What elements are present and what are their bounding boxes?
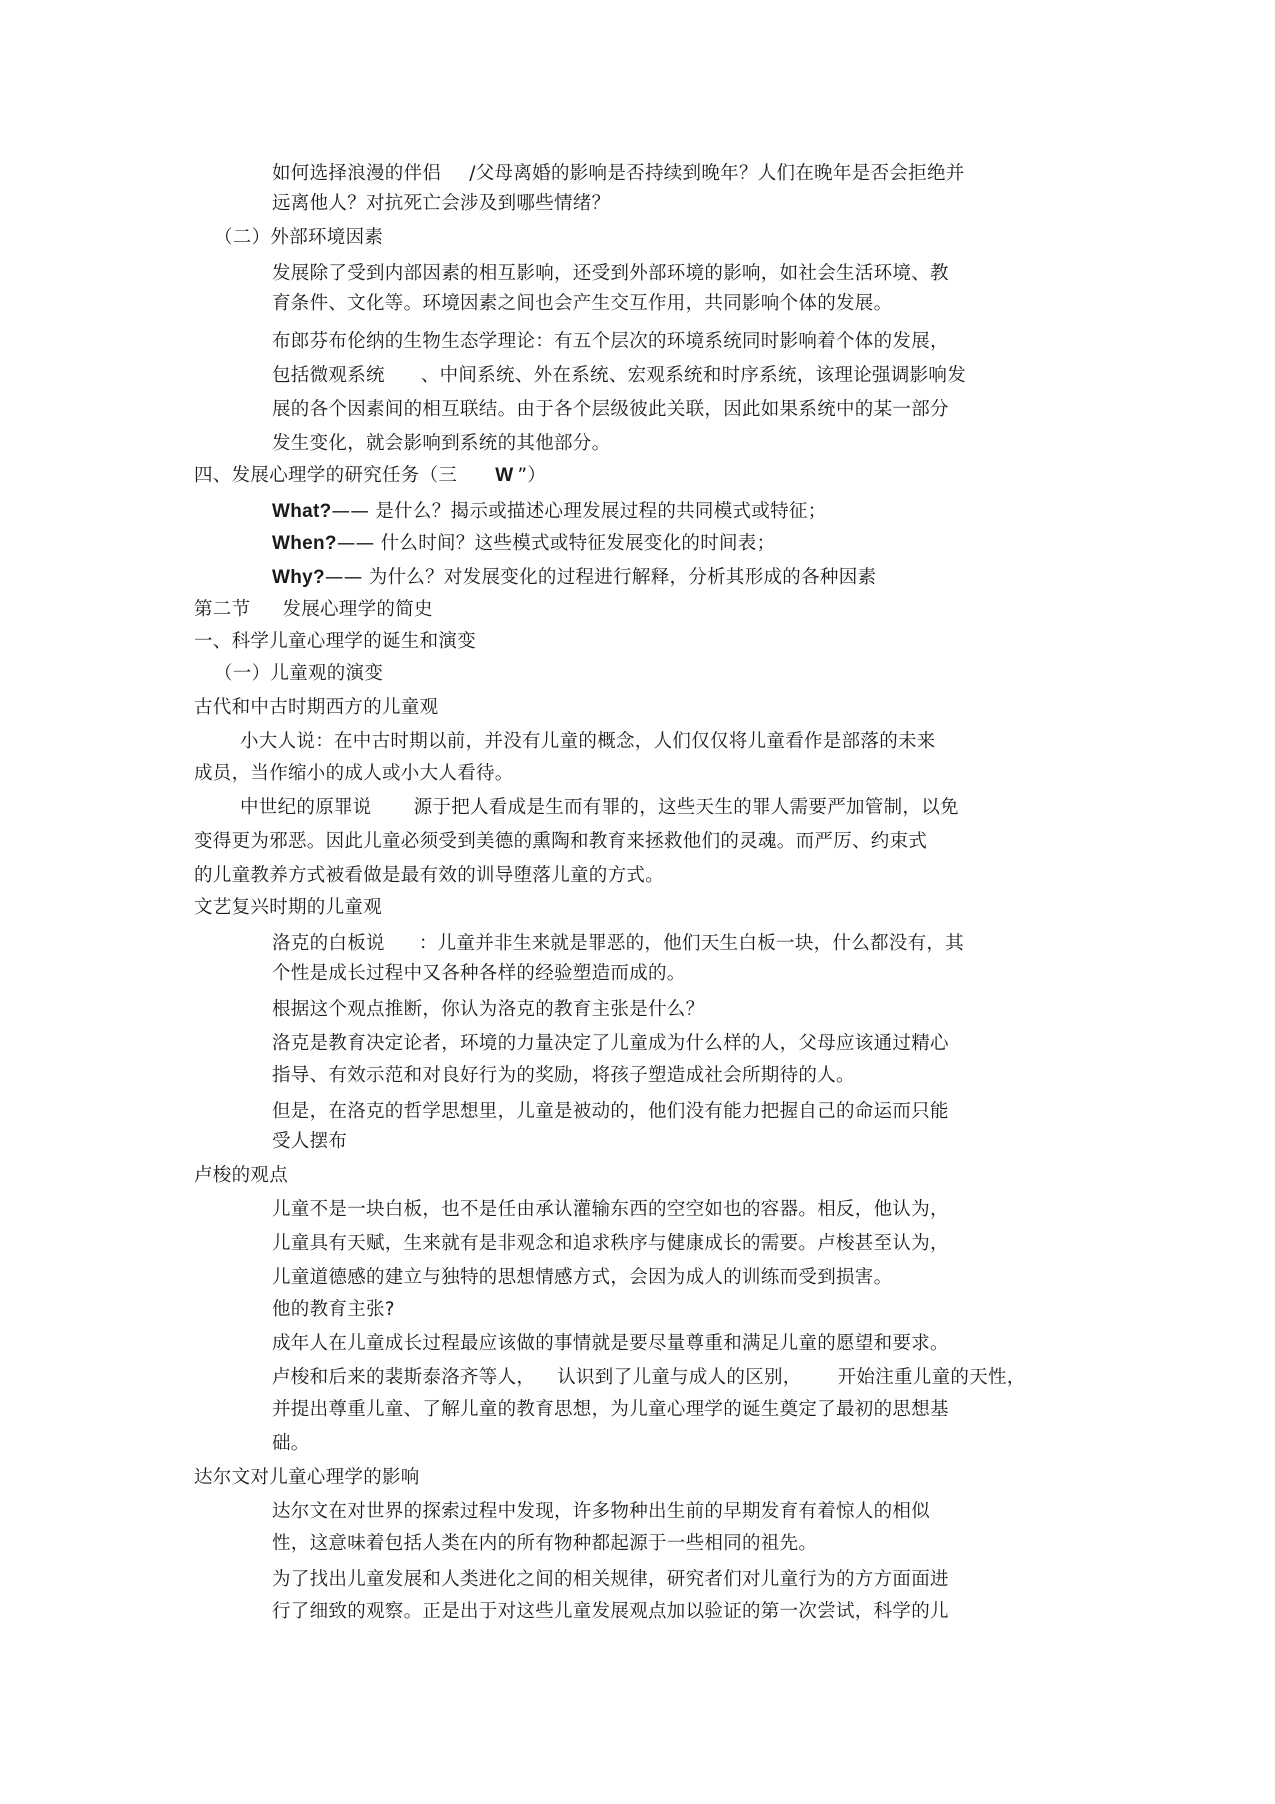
text-span: —— 是什么？揭示或描述心理发展过程的共同模式或特征； [331,501,827,522]
text-span: —— 为什么？对发展变化的过程进行解释，分析其形成的各种因素 [324,567,877,588]
text-span: 第二节 [194,599,251,620]
text-line: 成年人在儿童成长过程最应该做的事情就是要尽量尊重和满足儿童的愿望和要求。 [272,1333,949,1354]
keyword: When? [272,533,337,554]
text-line: 儿童具有天赋，生来就有是非观念和追求秩序与健康成长的需要。卢梭甚至认为， [272,1233,949,1254]
topic-heading: 卢梭的观点 [194,1165,289,1186]
keyword: What? [272,501,332,522]
text-line: 儿童不是一块白板，也不是任由承认灌输东西的空空如也的容器。相反，他认为， [272,1199,949,1220]
text-line [272,932,964,956]
text-line: 达尔文在对世界的探索过程中发现，许多物种出生前的早期发育有着惊人的相似 [272,1501,931,1522]
text-line: 个性是成长过程中又各种各样的经验塑造而成的。 [272,963,686,984]
text-line: 础。 [272,1433,310,1454]
text-span: 认识到了儿童与成人的区别， [557,1367,802,1388]
chapter-section-title [194,598,433,622]
text-line [240,796,959,820]
keyword: Why? [272,567,325,588]
question-line: 他的教育主张? [272,1299,395,1320]
when-line [272,532,775,556]
text-span: —— 什么时间？这些模式或特征发展变化的时间表； [336,533,776,554]
topic-heading: 文艺复兴时期的儿童观 [194,897,383,918]
text-span: ：儿童并非生来就是罪恶的，他们天生白板一块，什么都没有，其 [418,933,965,954]
subsection-heading: （一）儿童观的演变 [214,663,384,684]
text-span: 洛克的白板说 [272,933,385,954]
text-line: 小大人说：在中古时期以前，并没有儿童的概念，人们仅仅将儿童看作是部落的未来 [240,731,936,752]
text-span: / [469,163,476,184]
question-line: 根据这个观点推断，你认为洛克的教育主张是什么？ [272,999,705,1020]
text-span: W [495,465,514,486]
text-span: 四、发展心理学的研究任务（三 [194,465,458,486]
text-line: 并提出尊重儿童、了解儿童的教育思想，为儿童心理学的诞生奠定了最初的思想基 [272,1399,949,1420]
text-line: 展的各个因素间的相互联结。由于各个层级彼此关联，因此如果系统中的某一部分 [272,399,949,420]
topic-heading: 达尔文对儿童心理学的影响 [194,1467,420,1488]
text-line: 为了找出儿童发展和人类进化之间的相关规律，研究者们对儿童行为的方方面面进 [272,1569,949,1590]
text-line: 发生变化，就会影响到系统的其他部分。 [272,433,611,454]
text-span: 发展心理学的简史 [282,599,433,620]
text-span: 开始注重儿童的天性， [837,1367,1026,1388]
text-line: 育条件、文化等。环境因素之间也会产生交互作用，共同影响个体的发展。 [272,293,893,314]
text-line: 洛克是教育决定论者，环境的力量决定了儿童成为什么样的人，父母应该通过精心 [272,1033,949,1054]
text-line [272,162,965,186]
subsection-heading: （二）外部环境因素 [214,227,384,248]
text-line: 行了细致的观察。正是出于对这些儿童发展观点加以验证的第一次尝试，科学的儿 [272,1601,949,1622]
text-line: 受人摆布 [272,1131,348,1152]
text-line: 但是，在洛克的哲学思想里，儿童是被动的，他们没有能力把握自己的命运而只能 [272,1101,949,1122]
why-line [272,566,876,590]
text-span: 卢梭和后来的裴斯泰洛齐等人， [272,1367,536,1388]
text-line: 儿童道德感的建立与独特的思想情感方式，会因为成人的训练而受到损害。 [272,1267,893,1288]
what-line [272,500,827,524]
section-heading: 一、科学儿童心理学的诞生和演变 [194,631,477,652]
text-line: 远离他人？对抗死亡会涉及到哪些情绪？ [272,193,611,214]
text-line: 变得更为邪恶。因此儿童必须受到美德的熏陶和教育来拯救他们的灵魂。而严厉、约束式 [194,831,928,852]
text-line: 的儿童教养方式被看做是最有效的训导堕落儿童的方式。 [194,865,665,886]
text-line: 指导、有效示范和对良好行为的奖励，将孩子塑造成社会所期待的人。 [272,1065,855,1086]
text-span: 包括微观系统 [272,365,385,386]
text-span: ”） [517,465,547,486]
text-span: 、中间系统、外在系统、宏观系统和时序系统，该理论强调影响发 [420,365,967,386]
text-span: 父母离婚的影响是否持续到晚年？人们在晚年是否会拒绝并 [475,163,965,184]
text-line: 发展除了受到内部因素的相互影响，还受到外部环境的影响，如社会生活环境、教 [272,263,949,284]
text-line [272,1366,1026,1390]
text-span: 如何选择浪漫的伴侣 [272,163,442,184]
text-line: 成员，当作缩小的成人或小大人看待。 [194,763,514,784]
text-line: 性，这意味着包括人类在内的所有物种都起源于一些相同的祖先。 [272,1533,818,1554]
text-span: 源于把人看成是生而有罪的，这些天生的罪人需要严加管制，以免 [413,797,959,818]
section-heading [194,464,546,488]
text-span: 中世纪的原罪说 [240,797,372,818]
text-line [272,364,966,388]
topic-heading: 古代和中古时期西方的儿童观 [194,697,439,718]
text-line: 布郎芬布伦纳的生物生态学理论：有五个层次的环境系统同时影响着个体的发展， [272,331,949,352]
